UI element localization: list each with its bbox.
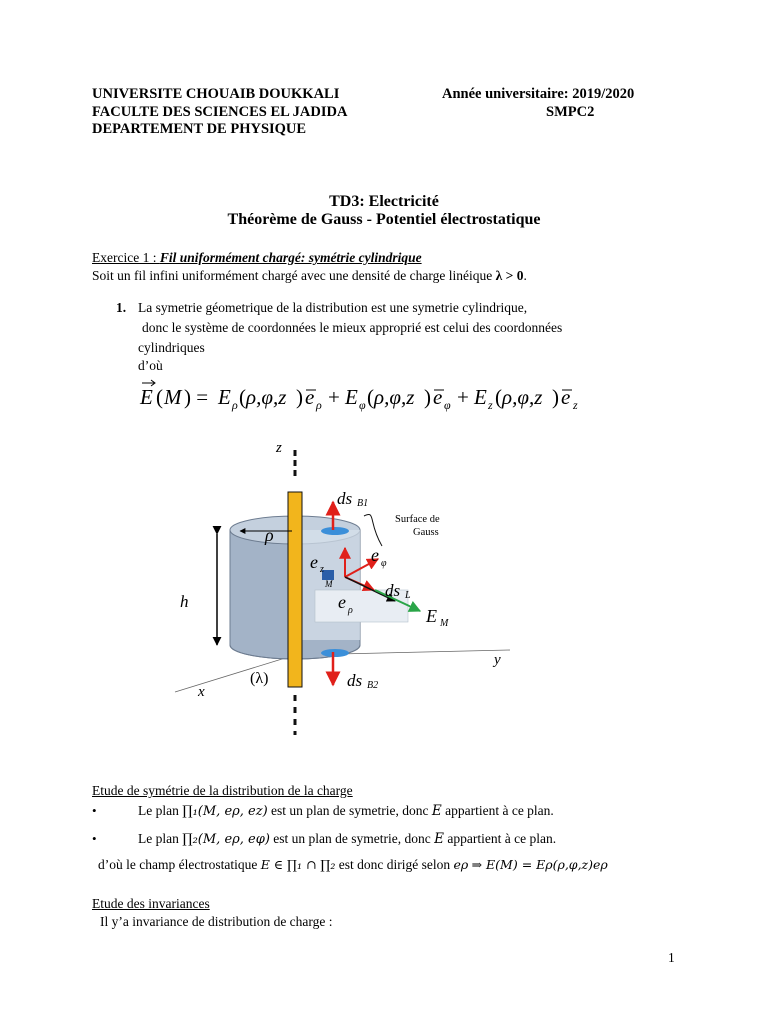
exercise-heading (92, 250, 422, 266)
label-ephi: e (371, 545, 379, 565)
bullet-1-end: appartient à ce plan. (445, 803, 554, 818)
gauss-label-line2: Gauss (413, 527, 439, 538)
label-dsL-sub: L (405, 590, 411, 601)
svg-text:ρ: ρ (232, 398, 238, 412)
symmetry-heading: Etude de symétrie de la distribution de la charge (92, 783, 353, 798)
svg-text:φ: φ (444, 398, 451, 412)
conclusion-er: eρ (453, 857, 469, 872)
bullet-1-dot: • (92, 803, 97, 818)
invariance-line-1: Il y’a invariance de distribution de charge : (100, 914, 333, 929)
item-line-3: cylindriques (138, 340, 205, 355)
svg-text:): ) (424, 385, 431, 409)
label-erho-sub: ρ (348, 605, 353, 616)
conclusion-mid: est donc dirigé selon (338, 857, 451, 872)
svg-text:e: e (561, 385, 571, 409)
label-rho: ρ (265, 525, 274, 545)
statement-text: Soit un fil infini uniformément chargé avec une densité de charge linéique (92, 268, 493, 283)
item-line-1: La symetrie géometrique de la distribution est une symetrie cylindrique, (138, 300, 528, 315)
bullet-2-dot: • (92, 831, 97, 846)
svg-text:(: ( (367, 385, 374, 409)
bullet-1-pre: Le plan (138, 803, 179, 818)
conclusion-result: ⇒ E(M) = Eρ(ρ,φ,z)eρ (471, 857, 608, 872)
charged-wire (288, 492, 302, 687)
svg-text:ρ: ρ (316, 398, 322, 412)
label-erho: e (338, 592, 346, 612)
bullet-2-end: appartient à ce plan. (447, 831, 557, 846)
gauss-pointer (364, 514, 382, 546)
svg-text:ρ,φ,z: ρ,φ,z (374, 385, 415, 409)
svg-text:E: E (218, 385, 231, 409)
lambda-condition: λ > 0 (495, 268, 524, 283)
svg-text:(: ( (156, 385, 163, 409)
label-EM: E (426, 606, 437, 626)
svg-text:(: ( (239, 385, 246, 409)
label-dsB1-sub: B1 (357, 498, 369, 509)
page-title: TD3: Electricité (329, 193, 439, 210)
conclusion-pre: d’où le champ électrostatique (98, 857, 258, 872)
exercise-label: Exercice 1 : (92, 250, 160, 265)
svg-text:z: z (488, 398, 493, 412)
label-ez: e (310, 552, 318, 572)
academic-year: Année universitaire: 2019/2020 (442, 86, 635, 102)
label-h: h (180, 592, 189, 611)
conclusion-math: E ∈ ∏₁ ∩ ∏₂ (260, 857, 336, 872)
label-lambda: (λ) (250, 670, 269, 687)
svg-text:+: + (457, 385, 469, 409)
label-dsL: ds (385, 581, 401, 600)
label-dsB2: ds (347, 671, 363, 690)
svg-text:ρ,φ,z: ρ,φ,z (246, 385, 287, 409)
label-y: y (494, 652, 501, 668)
label-M: M (325, 579, 333, 589)
svg-text:+: + (328, 385, 340, 409)
svg-text:): ) (296, 385, 303, 409)
svg-text:E: E (474, 385, 487, 409)
svg-text:e: e (433, 385, 443, 409)
invariance-heading: Etude des invariances (92, 896, 210, 911)
svg-text:e: e (305, 385, 315, 409)
program-code: SMPC2 (546, 104, 595, 120)
label-dsB1: ds (337, 489, 353, 508)
svg-text:E: E (345, 385, 358, 409)
university-name: UNIVERSITE CHOUAIB DOUKKALI (92, 86, 340, 102)
item-number: 1. (116, 300, 127, 315)
bullet-1-post: est un plan de symetrie, donc (271, 803, 429, 818)
svg-text:φ: φ (359, 398, 366, 412)
item-line-2: donc le système de coordonnées le mieux approprié est celui des coordonnées (142, 320, 563, 335)
svg-text:M: M (164, 385, 182, 409)
bullet-2 (138, 831, 556, 847)
bullet-2-plane: ∏₂(M, eρ, eφ) (182, 832, 270, 847)
exercise-subtitle: Fil uniformément chargé: symétrie cylindrique (159, 250, 422, 265)
svg-text:): ) (552, 385, 559, 409)
x-axis (175, 655, 295, 692)
symmetry-conclusion (98, 857, 608, 873)
bullet-1 (138, 803, 554, 819)
label-ez-sub: z (320, 564, 324, 575)
label-dsB2-sub: B2 (367, 680, 379, 691)
svg-text:E: E (140, 385, 153, 409)
bullet-2-pre: Le plan (138, 831, 179, 846)
field-equation (130, 376, 600, 416)
exercise-statement: Soit un fil infini uniformément chargé avec une densité de charge linéique λ > 0. (92, 268, 527, 283)
bullet-1-plane: ∏₁(M, eρ, ez) (182, 804, 268, 819)
bullet-2-E: E (434, 831, 444, 847)
faculty-name: FACULTE DES SCIENCES EL JADIDA (92, 104, 348, 120)
gauss-label-line1: Surface de (395, 514, 440, 525)
bullet-1-E: E (431, 803, 442, 819)
svg-text:) =: ) = (184, 385, 209, 409)
svg-text:ρ,φ,z: ρ,φ,z (502, 385, 543, 409)
svg-text:(: ( (495, 385, 502, 409)
page-number: 1 (668, 950, 675, 965)
item-line-4: d’où (138, 358, 163, 373)
gauss-cylinder-figure (150, 430, 550, 740)
label-ephi-sub: φ (381, 558, 387, 569)
label-EM-sub: M (440, 618, 449, 629)
bullet-2-post: est un plan de symetrie, donc (273, 831, 431, 846)
bottom-cap-patch (321, 649, 349, 657)
page-subtitle: Théorème de Gauss - Potentiel électrostatique (227, 211, 541, 228)
department-name: DEPARTEMENT DE PHYSIQUE (92, 121, 307, 137)
top-cap-patch (321, 527, 349, 535)
label-x: x (198, 684, 205, 700)
svg-text:z: z (573, 398, 578, 412)
label-z: z (276, 440, 282, 456)
